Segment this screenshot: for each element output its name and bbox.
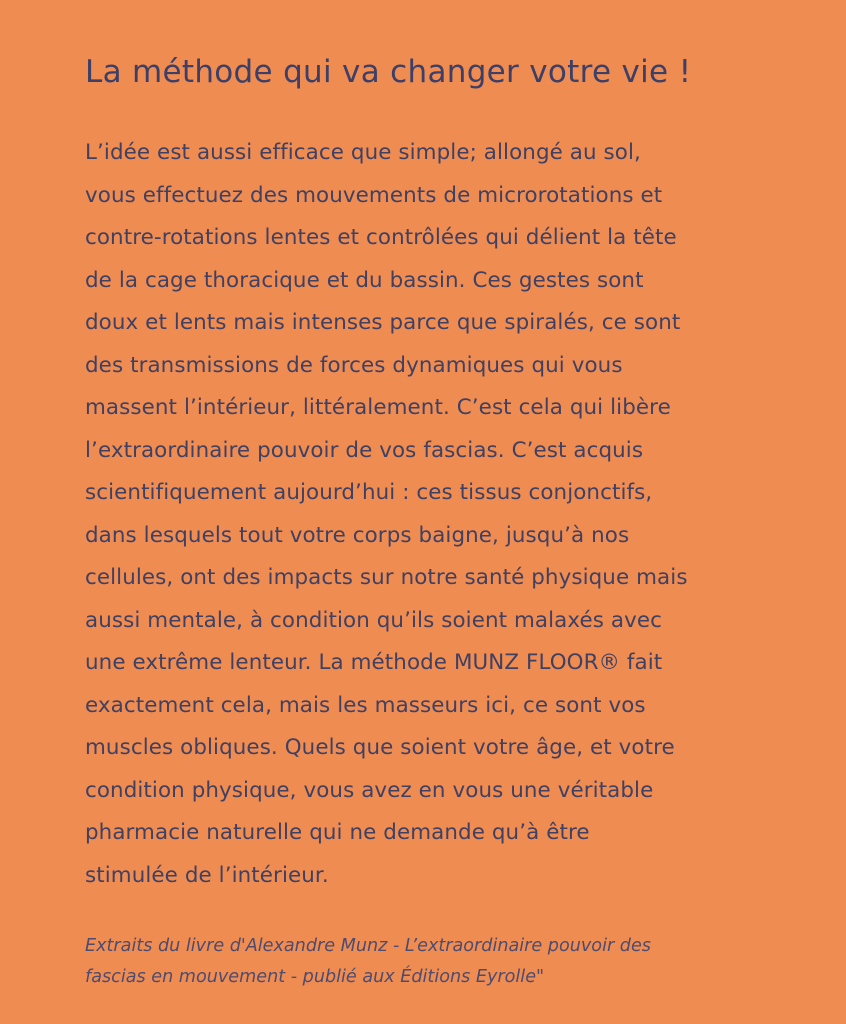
page-title: La méthode qui va changer votre vie !: [85, 54, 692, 90]
body-line-1: L’idée est aussi efficace que simple; allongé au sol,: [85, 140, 641, 165]
body-line-16: condition physique, vous avez en vous une véritable: [85, 777, 654, 803]
body-line-11: cellules, ont des impacts sur notre santé physique mais: [85, 565, 688, 590]
caption-line-1: Extraits du livre d'Alexandre Munz - L’extraordinaire pouvoir des: [85, 936, 651, 956]
body-line-9: scientifiquement aujourd’hui : ces tissus conjonctifs,: [85, 480, 653, 505]
body-line-18: stimulée de l’intérieur.: [85, 862, 329, 888]
body-line-12: aussi mentale, à condition qu’ils soient malaxés avec: [85, 607, 662, 633]
body-line-10: dans lesquels tout votre corps baigne, jusqu’à nos: [85, 522, 630, 548]
body-line-6: des transmissions de forces dynamiques qui vous: [85, 352, 623, 378]
body-line-2: vous effectuez des mouvements de microrotations et: [85, 182, 663, 208]
body-line-14: exactement cela, mais les masseurs ici, ce sont vos: [85, 692, 646, 718]
body-line-17: pharmacie naturelle qui ne demande qu’à être: [85, 820, 590, 845]
body-line-5: doux et lents mais intenses parce que spiralés, ce sont: [85, 310, 681, 335]
body-line-3: contre-rotations lentes et contrôlées qui délient la tête: [85, 225, 677, 250]
book-excerpt-caption: [85, 931, 775, 993]
body-line-7: massent l’intérieur, littéralement. C’est cela qui libère: [85, 395, 671, 420]
body-line-8: l’extraordinaire pouvoir de vos fascias. C’est acquis: [85, 437, 644, 463]
caption-line-2: fascias en mouvement - publié aux Éditions Eyrolle": [85, 967, 545, 987]
body-line-15: muscles obliques. Quels que soient votre âge, et votre: [85, 735, 675, 760]
body-line-13: une extrême lenteur. La méthode MUNZ FLOOR® fait: [85, 650, 663, 675]
article-body: [85, 132, 775, 897]
body-line-4: de la cage thoracique et du bassin. Ces gestes sont: [85, 267, 644, 293]
